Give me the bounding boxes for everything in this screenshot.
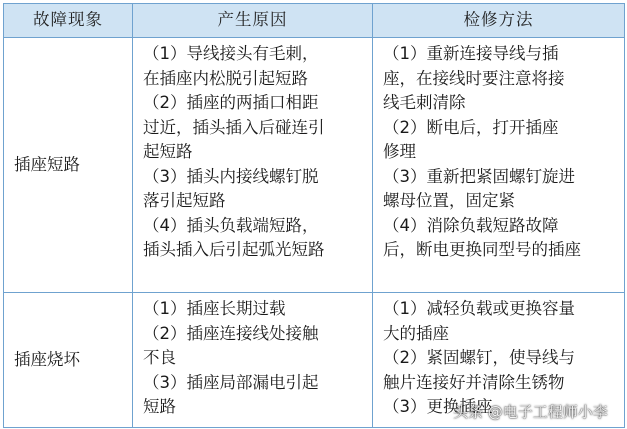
cause-line: （1）导线接头有毛刺， bbox=[143, 44, 319, 63]
repair-line: （2）断电后，打开插座 bbox=[383, 117, 559, 137]
repair-line: 座，在接线时要注意将接 bbox=[383, 68, 565, 88]
cause-line: 不良 bbox=[143, 348, 176, 367]
watermark bbox=[453, 398, 608, 424]
header-repair: 检修方法 bbox=[373, 4, 625, 38]
repair-line: 修理 bbox=[383, 142, 416, 161]
phenomenon-cell: 插座烧坏 bbox=[4, 293, 133, 428]
cause-line: 在插座内松脱引起短路 bbox=[143, 68, 308, 88]
repair-line: （1）重新连接导线与插 bbox=[383, 44, 559, 63]
repair-line: （3）更换插座 bbox=[383, 397, 493, 416]
fault-table bbox=[3, 3, 625, 428]
repair-line: 螺母位置，固定紧 bbox=[383, 191, 515, 210]
repair-line: 后，断电更换同型号的插座 bbox=[383, 240, 581, 259]
cause-line: （4）插头负载端短路， bbox=[143, 215, 319, 235]
cause-line: 插头插入后引起弧光短路 bbox=[143, 240, 325, 259]
repair-line: （1）减轻负载或更换容量 bbox=[383, 299, 575, 318]
cause-line: （1）插座长期过载 bbox=[143, 299, 286, 318]
watermark-text: 头条 @电子工程师小李 bbox=[453, 402, 608, 421]
cause-line: 落引起短路 bbox=[143, 191, 226, 210]
cause-line: （2）插座的两插口相距 bbox=[143, 93, 319, 112]
cause-line: （3）插头内接线螺钉脱 bbox=[143, 166, 319, 186]
cause-line: 短路 bbox=[143, 397, 176, 416]
repair-line: （4）消除负载短路故障 bbox=[383, 215, 559, 235]
repair-line: 大的插座 bbox=[383, 323, 449, 343]
cause-cell bbox=[133, 38, 373, 293]
repair-cell bbox=[373, 38, 625, 293]
cause-line: （3）插座局部漏电引起 bbox=[143, 372, 319, 392]
repair-line: （3）重新把紧固螺钉旋进 bbox=[383, 166, 575, 186]
table-header-row bbox=[4, 4, 625, 38]
repair-line: 线毛刺清除 bbox=[383, 93, 466, 112]
table-row bbox=[4, 38, 625, 293]
cause-line: 过近，插头插入后碰连引 bbox=[143, 117, 325, 137]
phenomenon-cell: 插座短路 bbox=[4, 38, 133, 293]
header-phenomenon: 故障现象 bbox=[4, 4, 133, 38]
cause-line: （2）插座连接线处接触 bbox=[143, 323, 319, 343]
repair-line: （2）紧固螺钉，使导线与 bbox=[383, 348, 575, 367]
repair-line: 触片连接好并清除生锈物 bbox=[383, 372, 565, 392]
cause-line: 起短路 bbox=[143, 142, 193, 161]
cause-cell bbox=[133, 293, 373, 428]
header-cause: 产生原因 bbox=[133, 4, 373, 38]
